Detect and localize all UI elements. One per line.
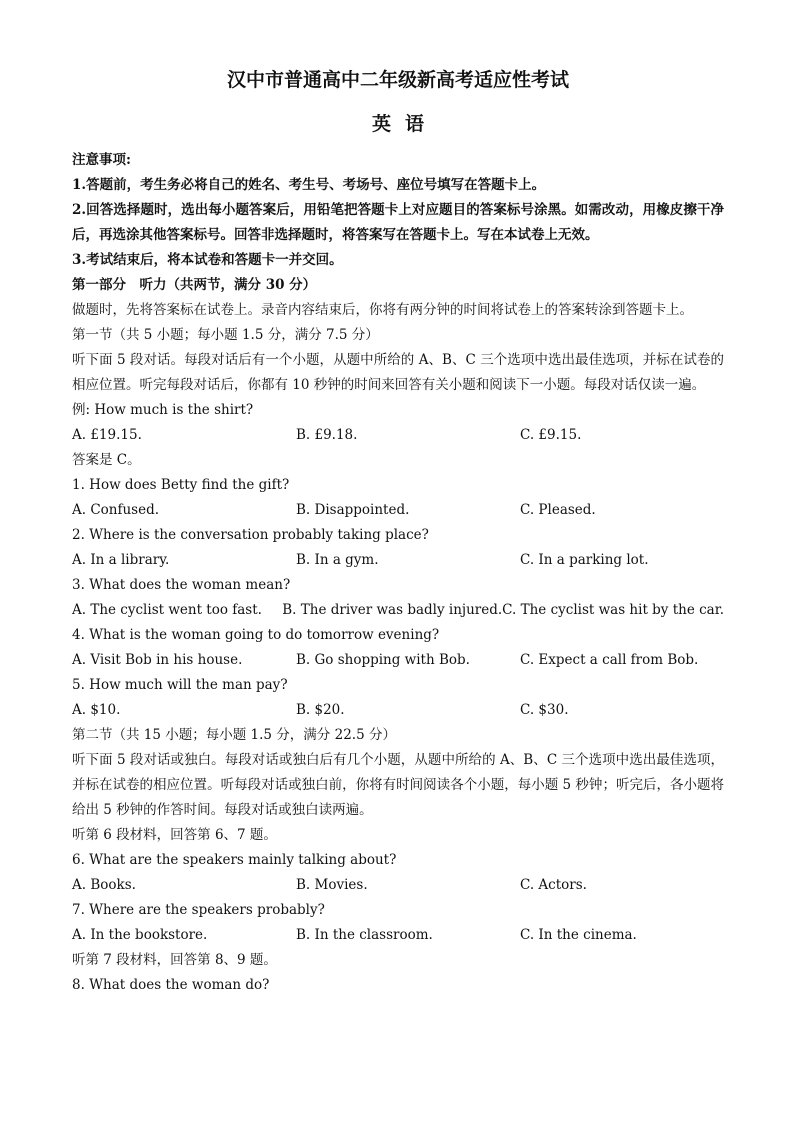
question-2-options xyxy=(72,548,724,573)
group-7-heading: 听第 7 段材料，回答第 8、9 题。 xyxy=(72,952,277,968)
section2-instruction: 听下面 5 段对话或独白。每段对话或独白后有几个小题，从题中所给的 A、B、C 三个选项中选出最佳选项，并标在试卷的相应位置。听每段对话或独白前，你将有时间阅读各个小题，每小题 5 秒钟；听完后，各小题将给出 5 秒钟的作答时间。每段对话或独白读两遍。 xyxy=(72,752,724,818)
section1-instruction: 听下面 5 段对话。每段对话后有一个小题，从题中所给的 A、B、C 三个选项中选出最佳选项，并标在试卷的相应位置。听完每段对话后，你都有 10 秒钟的时间来回答有关小题和阅读下一小题。每段对话仅读一遍。 xyxy=(72,352,724,393)
question-5-options xyxy=(72,698,724,723)
subject-title: 英语 xyxy=(371,113,438,135)
section1-heading: 第一节（共 5 小题；每小题 1.5 分，满分 7.5 分） xyxy=(72,327,379,343)
notice-item-2: 2.回答选择题时，选出每小题答案后，用铅笔把答题卡上对应题目的答案标号涂黑。如需改动，用橡皮擦干净后，再选涂其他答案标号。回答非选择题时，将答案写在答题卡上。写在本试卷上无效。 xyxy=(72,202,724,243)
question-8: 8. What does the woman do? xyxy=(72,977,270,993)
question-4-options xyxy=(72,648,724,673)
question-2-option-c: C. In a parking lot. xyxy=(520,552,649,568)
exam-title: 汉中市普通高中二年级新高考适应性考试 xyxy=(226,69,569,91)
question-5: 5. How much will the man pay? xyxy=(72,677,288,693)
question-6-option-c: C. Actors. xyxy=(520,877,587,893)
question-5-option-c: C. $30. xyxy=(520,702,569,718)
question-1: 1. How does Betty find the gift? xyxy=(72,477,290,493)
question-6-options xyxy=(72,873,724,898)
question-7-option-c: C. In the cinema. xyxy=(520,927,637,943)
group-6-heading: 听第 6 段材料，回答第 6、7 题。 xyxy=(72,827,277,843)
question-3-option-c: C. The cyclist was hit by the car. xyxy=(502,602,724,618)
question-4-option-c: C. Expect a call from Bob. xyxy=(520,652,699,668)
question-3-option-b: B. The driver was badly injured. xyxy=(282,602,503,618)
question-7-option-b: B. In the classroom. xyxy=(296,927,433,943)
example-answer: 答案是 C。 xyxy=(72,452,141,468)
question-2-option-a: A. In a library. xyxy=(72,552,170,568)
example-option-a: A. £19.15. xyxy=(72,427,142,443)
section2-heading: 第二节（共 15 小题；每小题 1.5 分，满分 22.5 分） xyxy=(72,727,396,743)
example-option-b: B. £9.18. xyxy=(296,427,358,443)
question-4: 4. What is the woman going to do tomorrow evening? xyxy=(72,627,440,643)
question-6: 6. What are the speakers mainly talking about? xyxy=(72,852,397,868)
question-1-option-a: A. Confused. xyxy=(72,502,160,518)
question-7-options xyxy=(72,923,724,948)
question-7-option-a: A. In the bookstore. xyxy=(72,927,208,943)
question-6-option-a: A. Books. xyxy=(72,877,136,893)
question-4-option-a: A. Visit Bob in his house. xyxy=(72,652,243,668)
notice-heading: 注意事项: xyxy=(72,152,131,168)
notice-item-3: 3.考试结束后，将本试卷和答题卡一并交回。 xyxy=(72,252,343,268)
question-5-option-a: A. $10. xyxy=(72,702,121,718)
question-7: 7. Where are the speakers probably? xyxy=(72,902,325,918)
question-3-options xyxy=(72,598,724,623)
question-6-option-b: B. Movies. xyxy=(296,877,368,893)
question-3-option-a: A. The cyclist went too fast. xyxy=(72,602,262,618)
part1-instruction: 做题时，先将答案标在试卷上。录音内容结束后，你将有两分钟的时间将试卷上的答案转涂到答题卡上。 xyxy=(72,302,693,318)
part1-heading: 第一部分 听力（共两节，满分 30 分） xyxy=(72,277,317,293)
question-2: 2. Where is the conversation probably taking place? xyxy=(72,527,429,543)
exam-page xyxy=(72,66,724,998)
notice-item-1: 1.答题前，考生务必将自己的姓名、考生号、考场号、座位号填写在答题卡上。 xyxy=(72,177,546,193)
question-5-option-b: B. $20. xyxy=(296,702,345,718)
question-2-option-b: B. In a gym. xyxy=(296,552,379,568)
question-1-options xyxy=(72,498,724,523)
question-3: 3. What does the woman mean? xyxy=(72,577,291,593)
question-1-option-b: B. Disappointed. xyxy=(296,502,410,518)
example-option-c: C. £9.15. xyxy=(520,427,582,443)
example-question: 例: How much is the shirt? xyxy=(72,402,254,418)
question-1-option-c: C. Pleased. xyxy=(520,502,596,518)
example-options xyxy=(72,423,724,448)
question-4-option-b: B. Go shopping with Bob. xyxy=(296,652,470,668)
